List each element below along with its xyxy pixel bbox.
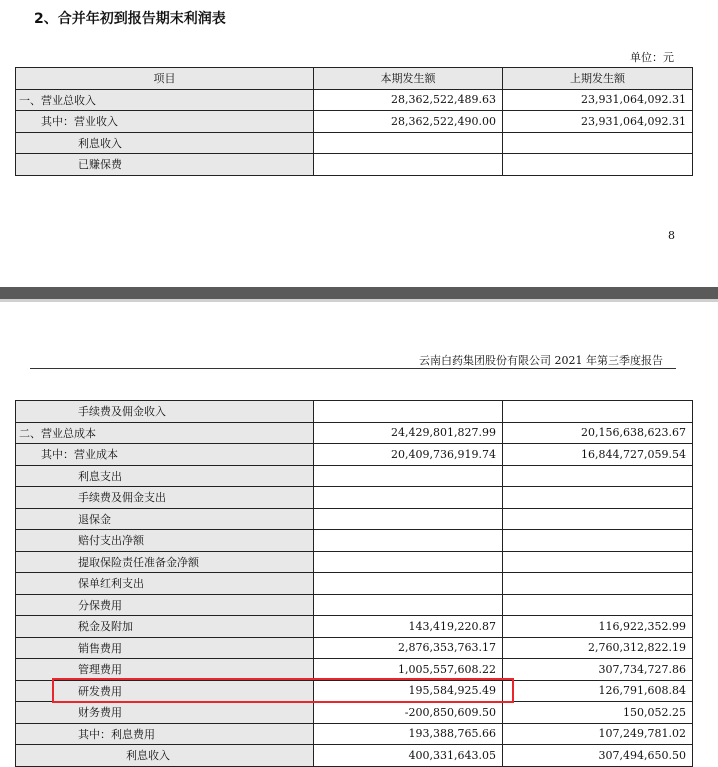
table-row <box>16 487 693 509</box>
current-value: 28,362,522,489.63 <box>314 89 503 111</box>
current-value: 2,876,353,763.17 <box>314 637 503 659</box>
column-header-prior-period: 上期发生额 <box>503 68 693 90</box>
header-rule <box>30 368 676 369</box>
current-value <box>314 154 503 176</box>
table-row <box>16 637 693 659</box>
prior-value <box>503 401 693 423</box>
row-label: 手续费及佣金支出 <box>16 487 314 509</box>
row-label: 利息支出 <box>16 465 314 487</box>
current-value: 195,584,925.49 <box>314 680 503 702</box>
row-label: 二、营业总成本 <box>16 422 314 444</box>
current-value: 20,409,736,919.74 <box>314 444 503 466</box>
row-label: 研发费用 <box>16 680 314 702</box>
row-label: 销售费用 <box>16 637 314 659</box>
row-label: 退保金 <box>16 508 314 530</box>
row-label: 一、营业总收入 <box>16 89 314 111</box>
prior-value <box>503 132 693 154</box>
prior-value <box>503 154 693 176</box>
row-label: 已赚保费 <box>16 154 314 176</box>
row-label: 其中：营业收入 <box>16 111 314 133</box>
report-page-1 <box>0 0 718 287</box>
table-row <box>16 616 693 638</box>
income-statement-table-part1 <box>15 67 693 176</box>
table-row <box>16 89 693 111</box>
report-header: 云南白药集团股份有限公司 2021 年第三季度报告 <box>419 354 663 367</box>
table-row <box>16 551 693 573</box>
table-row <box>16 132 693 154</box>
prior-value <box>503 508 693 530</box>
table-row <box>16 594 693 616</box>
prior-value <box>503 465 693 487</box>
table-row <box>16 573 693 595</box>
prior-value: 16,844,727,059.54 <box>503 444 693 466</box>
income-statement-table-part2 <box>15 400 693 767</box>
table-row <box>16 659 693 681</box>
current-value <box>314 551 503 573</box>
prior-value: 23,931,064,092.31 <box>503 111 693 133</box>
table-row <box>16 723 693 745</box>
table-row <box>16 702 693 724</box>
current-value <box>314 465 503 487</box>
row-label: 其中：营业成本 <box>16 444 314 466</box>
row-label: 手续费及佣金收入 <box>16 401 314 423</box>
table-row <box>16 401 693 423</box>
column-header-current-period: 本期发生额 <box>314 68 503 90</box>
row-label: 财务费用 <box>16 702 314 724</box>
table-row <box>16 508 693 530</box>
prior-value: 116,922,352.99 <box>503 616 693 638</box>
current-value: 143,419,220.87 <box>314 616 503 638</box>
row-label: 保单红利支出 <box>16 573 314 595</box>
current-value <box>314 487 503 509</box>
prior-value: 107,249,781.02 <box>503 723 693 745</box>
row-label: 其中：利息费用 <box>16 723 314 745</box>
prior-value <box>503 551 693 573</box>
current-value <box>314 401 503 423</box>
current-value <box>314 508 503 530</box>
prior-value: 307,734,727.86 <box>503 659 693 681</box>
current-value: 28,362,522,490.00 <box>314 111 503 133</box>
report-page-2 <box>0 302 718 763</box>
prior-value: 126,791,608.84 <box>503 680 693 702</box>
current-value <box>314 530 503 552</box>
current-value: 400,331,643.05 <box>314 745 503 767</box>
table-row <box>16 111 693 133</box>
table-row <box>16 154 693 176</box>
row-label: 分保费用 <box>16 594 314 616</box>
table-row <box>16 745 693 767</box>
prior-value <box>503 573 693 595</box>
current-value <box>314 132 503 154</box>
prior-value: 2,760,312,822.19 <box>503 637 693 659</box>
prior-value: 307,494,650.50 <box>503 745 693 767</box>
row-label: 利息收入 <box>16 745 314 767</box>
table-row <box>16 422 693 444</box>
prior-value <box>503 594 693 616</box>
current-value <box>314 594 503 616</box>
current-value: 193,388,765.66 <box>314 723 503 745</box>
unit-label: 单位：元 <box>630 51 674 64</box>
current-value: 24,429,801,827.99 <box>314 422 503 444</box>
current-value: -200,850,609.50 <box>314 702 503 724</box>
prior-value: 20,156,638,623.67 <box>503 422 693 444</box>
current-value: 1,005,557,608.22 <box>314 659 503 681</box>
row-label: 税金及附加 <box>16 616 314 638</box>
table-row <box>16 444 693 466</box>
highlight-box <box>52 678 514 703</box>
table-row <box>16 530 693 552</box>
prior-value: 150,052.25 <box>503 702 693 724</box>
page-separator <box>0 287 718 302</box>
row-label: 管理费用 <box>16 659 314 681</box>
prior-value <box>503 530 693 552</box>
page-number: 8 <box>668 229 675 242</box>
current-value <box>314 573 503 595</box>
row-label: 赔付支出净额 <box>16 530 314 552</box>
prior-value: 23,931,064,092.31 <box>503 89 693 111</box>
table-row <box>16 465 693 487</box>
column-header-item: 项目 <box>16 68 314 90</box>
section-title: 2、合并年初到报告期末利润表 <box>34 11 226 27</box>
row-label: 利息收入 <box>16 132 314 154</box>
prior-value <box>503 487 693 509</box>
row-label: 提取保险责任准备金净额 <box>16 551 314 573</box>
